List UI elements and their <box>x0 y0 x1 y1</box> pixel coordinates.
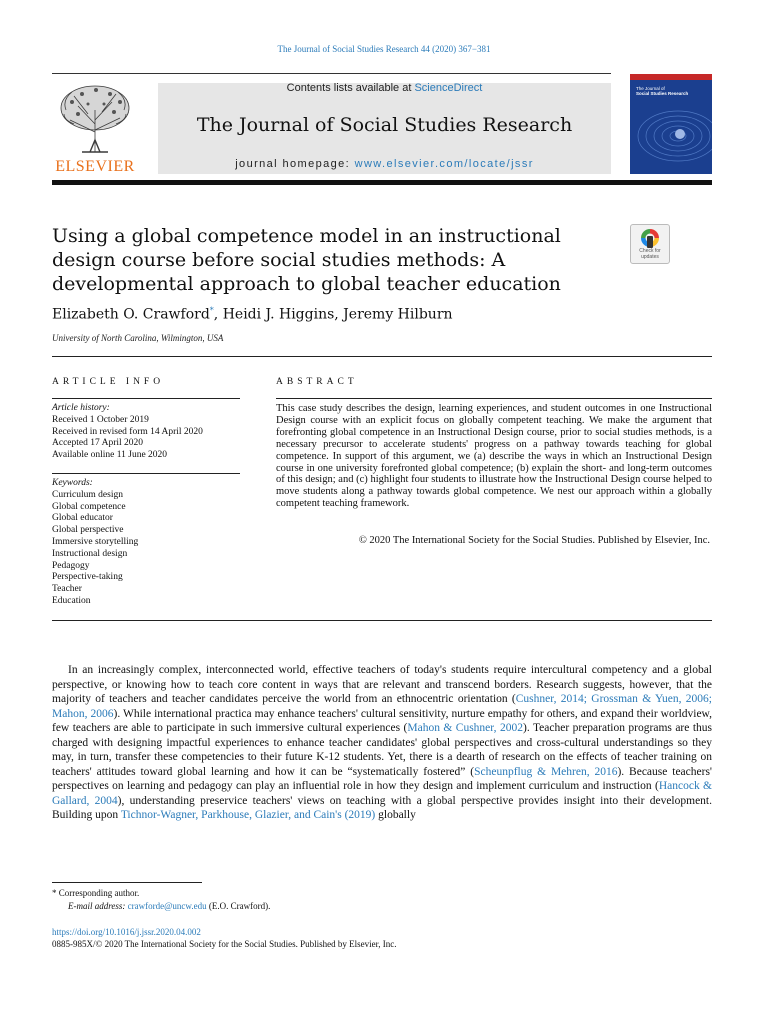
body-text-2: ). While international practica may enhance teachers' cultural sensitivity, nurture empathy for others, and expand their worldview, few teachers are able to participate in such immersive cultural experiences ( <box>52 707 712 734</box>
check-for-updates-button[interactable] <box>630 224 670 264</box>
footnote-mark: * <box>52 888 57 898</box>
keyword-item: Curriculum design <box>52 489 123 500</box>
footnote-rule <box>52 882 202 883</box>
issn-copyright: 0885-985X/© 2020 The International Society for the Social Studies. Published by Elsevier, Inc. <box>52 939 397 949</box>
cover-title-line2: Social Studies Research <box>636 91 689 96</box>
author-crawford[interactable]: Elizabeth O. Crawford <box>52 306 210 323</box>
abstract-copyright: © 2020 The International Society for the Social Studies. Published by Elsevier, Inc. <box>358 535 710 546</box>
keyword-item: Education <box>52 595 91 606</box>
elsevier-tree-icon <box>52 80 138 158</box>
article-info-heading: ARTICLE INFO <box>52 377 165 387</box>
doi-block <box>52 926 397 950</box>
corresponding-author-mark[interactable]: * <box>209 306 214 315</box>
citation-tichnor-wagner-2019[interactable]: Tichnor-Wagner, Parkhouse, Glazier, and Cain's (2019) <box>120 809 376 821</box>
check-updates-label: Check for updates <box>639 248 661 260</box>
email-line <box>52 900 270 913</box>
journal-homepage <box>158 158 611 170</box>
article-history <box>52 403 240 462</box>
citation-hancock-2004[interactable]: Hancock & Gallard, 2004 <box>52 780 712 807</box>
masthead-top-rule <box>52 73 611 74</box>
citation-mahon-cushner-2002[interactable]: Mahon & Cushner, 2002 <box>407 722 523 734</box>
journal-title: The Journal of Social Studies Research <box>196 114 573 136</box>
keyword-item: Global educator <box>52 513 113 524</box>
history-online: Available online 11 June 2020 <box>52 450 168 461</box>
history-received: Received 1 October 2019 <box>52 414 149 425</box>
corresponding-author-note <box>52 887 270 900</box>
keyword-item: Instructional design <box>52 548 128 559</box>
history-label: Article history: <box>52 403 110 413</box>
history-revised: Received in revised form 14 April 2020 <box>52 426 203 437</box>
body-text-3: ). Teacher preparation programs are thus charged with designing impactful experiences to enhance teacher candidates' global perspectives and cross-cultural understandings so they may, in turn, transfer these competencies to their future K-12 students. Yet, there is a dearth of research on the effects of teacher training on teachers' attitudes toward global learning and how it can be “systematically fostered” ( <box>52 722 712 778</box>
article-info-rule <box>52 398 240 399</box>
body-paragraph <box>52 663 712 823</box>
masthead-bottom-rule <box>52 180 712 185</box>
keyword-item: Immersive storytelling <box>52 536 139 547</box>
article-title: Using a global competence model in an instructional design course before social studies methods: A developmental approach to global teacher education <box>52 225 561 295</box>
keywords-rule <box>52 473 240 474</box>
abstract-text: This case study describes the design, learning experiences, and student outcomes in one Instructional Design course with an explicit focus on globally competent teaching. We make the argument that forefronting global competence in an Instructional Design course, prior to social studies methods, is a necessary precursor to accelerate students' progress on a pathway towards teaching for global competence. In support of this argument, we (a) describe the ways in which an Instructional Design course in one university forefronted global competence; (b) explain the short- and long-term outcomes of this design; and (c) highlight four students to illustrate how the Instructional Design course helped to move students along a pathway towards global competence. We nest our approach within a globally competent teaching framework. <box>276 403 712 510</box>
email-suffix: (E.O. Crawford). <box>206 901 271 911</box>
body-text-4: ). Because teachers' perspectives on learning and pedagogy can play an influential role in how they design and implement curriculum and instruction ( <box>52 765 712 792</box>
corresponding-label: Corresponding author. <box>56 888 140 898</box>
body-text-1: In an increasingly complex, interconnected world, effective teachers of today's students require intercultural competency and a global perspective, or knowing how to teach core content in ways that are relevant and transcend borders. Research suggests, however, that the majority of teachers and teacher candidates perceive the world from an ethnocentric orientation ( <box>52 664 712 705</box>
journal-citation[interactable]: The Journal of Social Studies Research 44 (2020) 367−381 <box>277 44 491 54</box>
doi-link[interactable]: https://doi.org/10.1016/j.jssr.2020.04.002 <box>52 927 201 937</box>
keywords <box>52 478 240 608</box>
email-link[interactable]: crawforde@uncw.edu <box>127 901 207 911</box>
abstract-heading: ABSTRACT <box>276 377 358 387</box>
contents-prefix: Contents lists available at <box>286 82 415 94</box>
elsevier-logo <box>52 80 138 176</box>
footnote <box>52 887 270 913</box>
other-authors: , Heidi J. Higgins, Jeremy Hilburn <box>213 306 453 323</box>
keywords-label: Keywords: <box>52 478 93 488</box>
journal-cover-image[interactable] <box>630 74 712 174</box>
homepage-link[interactable]: www.elsevier.com/locate/jssr <box>354 158 534 170</box>
keyword-item: Global perspective <box>52 525 124 536</box>
abstract-bottom-rule <box>52 620 712 621</box>
cover-title <box>636 86 688 96</box>
keyword-item: Pedagogy <box>52 560 90 571</box>
contents-line <box>158 82 611 94</box>
email-label: E-mail address: <box>68 901 128 911</box>
sciencedirect-link[interactable]: ScienceDirect <box>414 82 483 94</box>
authors-divider <box>52 356 712 357</box>
elsevier-wordmark: ELSEVIER <box>55 158 135 175</box>
citation-scheunpflug-2016[interactable]: Scheunpflug & Mehren, 2016 <box>474 765 618 778</box>
keyword-item: Perspective-taking <box>52 572 123 583</box>
homepage-prefix: journal homepage: <box>235 158 355 170</box>
body-text-6: globally <box>375 809 416 821</box>
citation-cushner-2014[interactable]: Cushner, 2014; Grossman & Yuen, 2006; Mahon, 2006 <box>52 693 712 720</box>
affiliation: University of North Carolina, Wilmington, USA <box>52 333 224 343</box>
keyword-item: Global competence <box>52 501 126 512</box>
body-text-5: ), understanding preservice teachers' views on teaching with a global perspective provides insight into their development. Building upon <box>52 794 712 821</box>
history-accepted: Accepted 17 April 2020 <box>52 438 144 449</box>
check-updates-icon <box>640 228 660 250</box>
keyword-item: Teacher <box>52 584 82 595</box>
author-list <box>52 306 453 323</box>
cover-title-line1: The Journal of <box>636 86 665 91</box>
abstract-rule <box>276 398 712 399</box>
